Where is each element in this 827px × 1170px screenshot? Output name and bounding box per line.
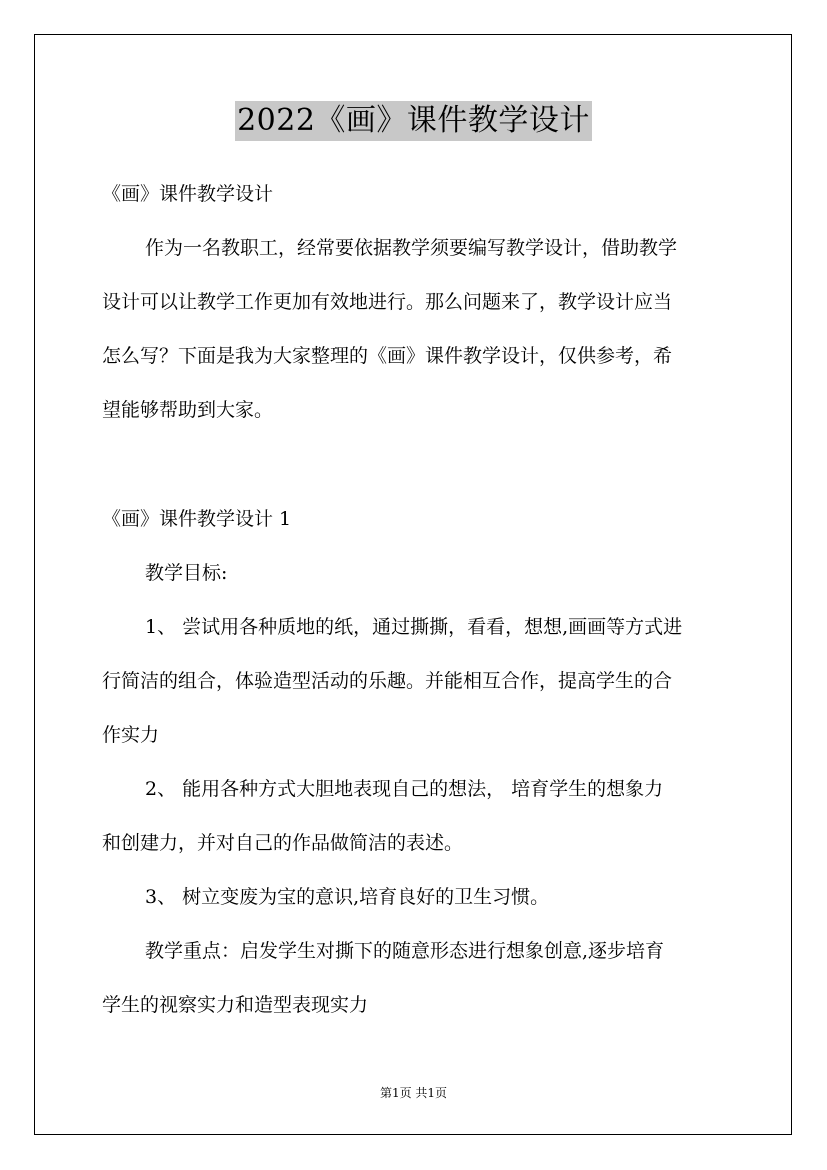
goal-2-line: 2、 能用各种方式大胆地表现自己的想法， 培育学生的想象力 [145,778,664,800]
document-title: 2022《画》课件教学设计 [235,101,592,141]
goal-1-line: 1、 尝试用各种质地的纸，通过撕撕，看看，想想,画画等方式进 [145,616,683,638]
goal-2-line: 和创建力，并对自己的作品做简洁的表述。 [102,832,464,854]
intro-line: 怎么写？下面是我为大家整理的《画》课件教学设计，仅供参考，希 [102,345,673,367]
title-wrapper [0,101,827,141]
page-footer: 第1页 共1页 [379,1086,448,1100]
intro-line: 设计可以让教学工作更加有效地进行。那么问题来了，教学设计应当 [102,291,673,313]
subtitle: 《画》课件教学设计 [102,183,274,205]
goals-label: 教学目标: [145,562,228,584]
section-heading: 《画》课件教学设计 1 [102,508,292,530]
goal-1-line: 作实力 [102,724,160,746]
goal-1-line: 行简洁的组合，体验造型活动的乐趣。并能相互合作，提高学生的合 [102,670,673,692]
goal-3-line: 3、 树立变废为宝的意识,培育良好的卫生习惯。 [145,886,550,908]
key-point-line: 学生的视察实力和造型表现实力 [102,994,369,1016]
intro-line: 望能够帮助到大家。 [102,399,274,421]
intro-line: 作为一名教职工，经常要依据教学须要编写教学设计，借助教学 [145,237,678,259]
key-point-line: 教学重点：启发学生对撕下的随意形态进行想象创意,逐步培育 [145,940,665,962]
